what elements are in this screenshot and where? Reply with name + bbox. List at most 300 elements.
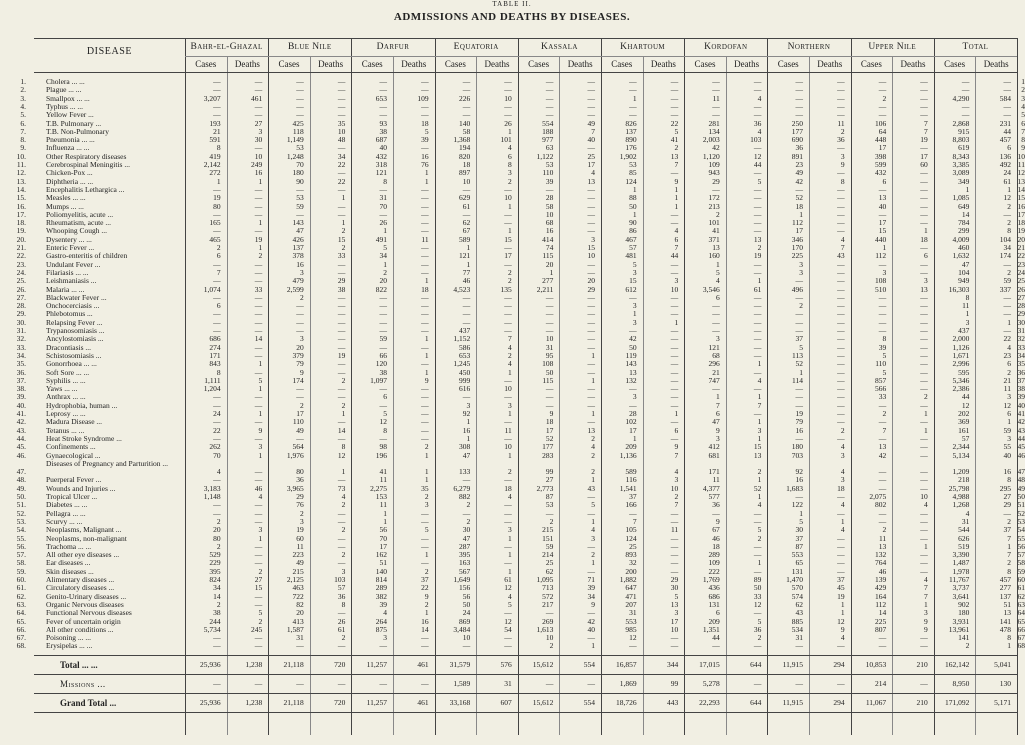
row-number-right: 37 — [1017, 375, 1025, 385]
cases-cell: 820 — [458, 151, 471, 161]
row-number-right: 6 — [1021, 118, 1025, 128]
deaths-cell: — — [753, 143, 762, 153]
cases-cell: — — [462, 292, 471, 302]
cases-total-cell: 15,612 — [532, 659, 554, 669]
cases-cell: 1,120 — [702, 151, 720, 161]
cases-cell: 31 — [961, 516, 970, 526]
cases-cell: 589 — [625, 467, 637, 477]
cases-cell: — — [379, 301, 387, 311]
deaths-cell: — — [504, 85, 512, 95]
table-row — [16, 292, 1025, 302]
cases-cell: 16 — [462, 425, 471, 435]
deaths-cell: — — [670, 301, 679, 311]
deaths-cell: 10 — [670, 624, 679, 634]
cases-cell: 1 — [383, 508, 387, 518]
cases-cell: 44 — [712, 633, 720, 643]
cases-cell: 19 — [795, 409, 803, 418]
cases-total-cell: 22,293 — [699, 697, 720, 707]
cases-cell: — — [213, 110, 221, 120]
cases-cell: 164 — [874, 591, 887, 601]
cases-cell: 591 — [209, 135, 221, 145]
cases-cell: 1 — [466, 417, 471, 427]
cases-cell: 85 — [629, 168, 637, 178]
deaths-cell: — — [837, 93, 845, 103]
cases-cell: 1,368 — [453, 135, 471, 145]
deaths-cell: 29 — [1003, 500, 1011, 510]
deaths-cell: 1 — [674, 201, 679, 211]
cases-cell: 902 — [958, 599, 970, 609]
cases-cell: — — [213, 101, 221, 111]
deaths-subheader: Deaths — [234, 59, 260, 69]
deaths-cell: — — [670, 218, 679, 228]
cases-cell: 262 — [209, 442, 221, 452]
deaths-cell: — — [587, 342, 595, 352]
disease-name: Filariasis ... ... — [46, 267, 89, 277]
deaths-cell: 1 — [924, 425, 928, 435]
cases-cell: 14 — [961, 209, 970, 219]
cases-cell: — — [629, 110, 637, 120]
deaths-cell: 7 — [924, 591, 928, 601]
cases-cell: 8,803 — [952, 135, 970, 145]
cases-cell: 115 — [542, 251, 554, 261]
deaths-cell: — — [254, 633, 263, 643]
cases-cell: 419 — [209, 151, 221, 161]
deaths-cell: 1 — [424, 450, 429, 460]
cases-cell: 25 — [545, 558, 554, 568]
deaths-cell: 11 — [670, 525, 679, 535]
row-number-right: 16 — [1017, 201, 1025, 211]
deaths-cell: 2 — [757, 533, 762, 543]
cases-cell: 31 — [379, 193, 387, 203]
cases-cell: 448 — [874, 135, 887, 145]
deaths-cell: 2 — [591, 550, 595, 560]
deaths-cell: 457 — [999, 135, 1011, 145]
cases-cell: — — [961, 85, 970, 95]
cases-cell: 213 — [708, 201, 720, 211]
total-label: Grand Total ... — [60, 697, 117, 708]
cases-cell: 50 — [629, 201, 637, 211]
deaths-total-cell: — — [587, 678, 595, 688]
cases-cell: 215 — [292, 566, 304, 576]
deaths-cell: 7 — [591, 126, 595, 136]
cases-cell: 1,152 — [453, 334, 471, 344]
deaths-cell: 25 — [587, 151, 595, 161]
deaths-cell: 2 — [591, 450, 595, 460]
cases-cell: — — [795, 433, 803, 443]
table-row — [16, 160, 1025, 169]
cases-cell: 25 — [629, 541, 637, 551]
deaths-cell: — — [837, 375, 845, 385]
deaths-cell: 2 — [341, 400, 346, 410]
deaths-cell: 2 — [840, 126, 845, 136]
deaths-cell: — — [254, 309, 263, 319]
cases-cell: 143 — [625, 359, 637, 369]
row-number-right: 36 — [1017, 367, 1025, 377]
cases-cell: 50 — [545, 367, 554, 377]
cases-cell: 2,386 — [952, 384, 970, 394]
cases-cell: — — [795, 317, 803, 327]
cases-cell: 13 — [878, 541, 887, 551]
cases-cell: 19 — [296, 525, 304, 535]
deaths-cell: — — [587, 633, 595, 643]
cases-cell: 59 — [545, 541, 554, 551]
cases-cell: 2 — [882, 409, 887, 418]
cases-cell: 79 — [795, 417, 803, 427]
cases-cell: 42 — [878, 450, 887, 460]
deaths-cell: — — [421, 243, 429, 252]
cases-cell: 102 — [625, 417, 637, 427]
deaths-cell: — — [670, 533, 679, 543]
row-number-right: 60 — [1017, 575, 1025, 584]
cases-cell: — — [878, 467, 887, 477]
table-row — [16, 359, 1025, 369]
deaths-cell: 36 — [837, 135, 845, 145]
row-number: 51. — [16, 500, 26, 510]
row-number: 44. — [16, 433, 26, 443]
cases-cell: 60 — [296, 533, 304, 543]
deaths-cell: — — [587, 259, 595, 269]
row-number: 34. — [16, 350, 26, 360]
cases-cell: 7 — [716, 400, 720, 410]
cases-cell: 39 — [379, 599, 387, 609]
row-number: 39. — [16, 392, 26, 402]
disease-name: Pellagra ... ... — [46, 508, 86, 518]
deaths-cell: 4 — [674, 467, 679, 477]
deaths-cell: — — [421, 433, 429, 443]
cases-cell: 162 — [375, 550, 387, 560]
row-number-right: 61 — [1017, 583, 1025, 593]
cases-cell: 11 — [962, 301, 970, 311]
cases-cell: — — [878, 483, 887, 493]
deaths-cell: — — [920, 433, 928, 443]
deaths-total-cell: — — [254, 678, 263, 688]
cases-total-cell: 11,915 — [782, 659, 803, 669]
deaths-cell: 1 — [258, 359, 263, 369]
cases-total-cell: 17,015 — [699, 659, 720, 669]
deaths-cell: — — [337, 558, 346, 568]
deaths-cell: — — [920, 516, 928, 526]
cases-cell: 40 — [878, 201, 887, 211]
cases-total-cell: — — [795, 678, 803, 688]
deaths-cell: — — [837, 292, 845, 302]
cases-cell: 7 — [216, 267, 221, 277]
cases-cell: — — [878, 301, 887, 311]
deaths-cell: — — [337, 516, 346, 526]
cases-cell: 10 — [545, 633, 554, 643]
cases-cell: 8,343 — [952, 151, 970, 161]
deaths-cell: 2 — [508, 276, 512, 286]
cases-cell: 132 — [625, 375, 637, 385]
cases-cell: 41 — [379, 467, 387, 477]
cases-cell: — — [712, 101, 720, 111]
cases-cell: 1,111 — [204, 375, 221, 385]
deaths-cell: 13 — [670, 599, 679, 609]
cases-cell: 2 — [466, 516, 471, 526]
cases-cell: — — [296, 433, 304, 443]
deaths-cell: 1 — [1007, 541, 1011, 551]
row-number: 56. — [16, 541, 26, 551]
deaths-cell: — — [920, 101, 928, 111]
cases-cell: 229 — [209, 558, 221, 568]
row-number: 47. — [16, 467, 26, 477]
deaths-cell: 103 — [334, 575, 346, 584]
cases-cell: 686 — [708, 591, 720, 601]
cases-cell: 22 — [213, 425, 221, 435]
deaths-cell: — — [504, 259, 512, 269]
cases-cell: 436 — [708, 583, 720, 593]
deaths-cell: 461 — [250, 93, 263, 103]
disease-name: Erysipelas ... ... — [46, 641, 93, 651]
cases-cell: 76 — [296, 500, 304, 510]
cases-cell: 12 — [961, 400, 970, 410]
deaths-total-cell: — — [753, 678, 762, 688]
cases-cell: — — [712, 326, 720, 335]
cases-cell: 16 — [795, 425, 803, 435]
deaths-cell: — — [421, 641, 429, 651]
cases-cell: 108 — [542, 359, 554, 369]
cases-cell: 28 — [629, 409, 637, 418]
cases-cell: 215 — [542, 525, 554, 535]
cases-cell: — — [629, 292, 637, 302]
deaths-cell: 4 — [258, 492, 263, 501]
cases-cell: 3,183 — [203, 483, 221, 493]
deaths-cell: 1 — [1007, 317, 1011, 327]
cases-cell: 1,683 — [786, 483, 803, 493]
cases-cell: 156 — [458, 583, 471, 593]
row-number-right: 26 — [1017, 284, 1025, 294]
deaths-cell: — — [504, 77, 512, 86]
cases-cell: 6 — [716, 608, 720, 618]
deaths-cell: — — [670, 633, 679, 643]
cases-cell: 269 — [542, 616, 554, 626]
deaths-cell: 3 — [508, 168, 512, 178]
cases-cell: 196 — [375, 450, 387, 460]
cases-cell: 49 — [296, 425, 304, 435]
cases-cell: 1,122 — [536, 151, 554, 161]
row-number: 60. — [16, 575, 26, 584]
cases-cell: — — [545, 309, 554, 319]
deaths-cell: 141 — [999, 616, 1011, 626]
deaths-cell: 22 — [337, 160, 346, 169]
row-number-right: 47 — [1017, 467, 1025, 477]
row-number: 52. — [16, 508, 26, 518]
cases-cell: — — [462, 475, 471, 485]
deaths-cell: — — [337, 93, 346, 103]
cases-cell: — — [462, 184, 471, 194]
deaths-cell: 27 — [1003, 492, 1011, 501]
deaths-cell: 1 — [258, 218, 263, 228]
deaths-cell: — — [337, 77, 346, 86]
cases-cell: 463 — [292, 583, 304, 593]
deaths-cell: 37 — [1003, 525, 1011, 535]
deaths-cell: 22 — [670, 118, 679, 128]
cases-cell: 46 — [878, 566, 887, 576]
row-number-right: 45 — [1017, 442, 1025, 452]
deaths-cell: 1 — [424, 276, 429, 286]
deaths-cell: 4 — [840, 467, 845, 477]
disease-name: Cerebrospinal Meningitis ... — [46, 160, 130, 169]
deaths-cell: — — [753, 201, 762, 211]
deaths-cell: 1 — [591, 350, 595, 360]
cases-cell: 1 — [383, 226, 387, 236]
cases-cell: 99 — [545, 467, 554, 477]
cases-cell: — — [296, 392, 304, 402]
deaths-cell: — — [254, 350, 263, 360]
cases-cell: 1,148 — [203, 492, 221, 501]
row-number: 13. — [16, 176, 26, 186]
deaths-cell: — — [504, 101, 512, 111]
row-number-right: 9 — [1021, 143, 1025, 153]
deaths-cell: 4 — [757, 500, 762, 510]
row-number-right: 14 — [1017, 184, 1025, 194]
cases-cell: 13,961 — [948, 624, 970, 634]
row-number-right: 46 — [1017, 450, 1025, 460]
deaths-cell: — — [421, 110, 429, 120]
deaths-cell: 1 — [757, 492, 762, 501]
cases-total-cell: — — [379, 678, 387, 688]
deaths-cell: — — [1003, 209, 1011, 219]
deaths-cell: — — [587, 492, 595, 501]
deaths-cell: 137 — [999, 591, 1011, 601]
row-number-right: 25 — [1017, 276, 1025, 286]
cases-cell: 491 — [375, 234, 387, 244]
deaths-cell: — — [421, 292, 429, 302]
cases-cell: 101 — [708, 218, 720, 228]
cases-cell: 176 — [625, 143, 637, 153]
cases-cell: 450 — [458, 367, 471, 377]
cases-cell: 395 — [209, 566, 221, 576]
deaths-cell: — — [254, 143, 263, 153]
deaths-cell: 15 — [337, 234, 346, 244]
deaths-cell: 1 — [258, 384, 263, 394]
deaths-cell: 1 — [1007, 184, 1011, 194]
deaths-cell: — — [421, 77, 429, 86]
cases-cell: 3,965 — [286, 483, 304, 493]
disease-name: Soft Sore ... ... — [46, 367, 90, 377]
cases-cell: — — [795, 326, 803, 335]
deaths-cell: — — [753, 350, 762, 360]
cases-cell: 59 — [379, 334, 387, 344]
row-number-right: 17 — [1017, 209, 1025, 219]
deaths-cell: 1 — [840, 516, 845, 526]
deaths-cell: — — [587, 359, 595, 369]
cases-cell: 1,649 — [453, 575, 471, 584]
table-row — [16, 492, 1025, 501]
deaths-cell: — — [254, 508, 263, 518]
deaths-cell: — — [670, 375, 679, 385]
cases-cell: — — [878, 209, 887, 219]
deaths-cell: 29 — [587, 284, 595, 294]
deaths-cell: — — [1003, 326, 1011, 335]
cases-cell: 1,149 — [286, 135, 304, 145]
cases-cell: 1,136 — [619, 450, 637, 460]
cases-cell: 5 — [383, 243, 387, 252]
deaths-cell: 12 — [337, 450, 346, 460]
row-number-right: 39 — [1017, 392, 1025, 402]
cases-cell: 690 — [791, 135, 803, 145]
cases-cell: 277 — [542, 276, 554, 286]
cases-cell: 13 — [878, 442, 887, 452]
cases-cell: — — [213, 400, 221, 410]
deaths-cell: — — [670, 334, 679, 344]
deaths-cell: — — [254, 317, 263, 327]
deaths-cell: 3 — [258, 442, 263, 452]
deaths-cell: — — [587, 326, 595, 335]
deaths-total-cell: 31 — [504, 678, 512, 688]
table-row — [16, 533, 1025, 543]
cases-cell: 3 — [716, 334, 720, 344]
deaths-cell: — — [254, 392, 263, 402]
cases-cell: 554 — [542, 118, 554, 128]
deaths-cell: — — [753, 309, 762, 319]
deaths-cell: — — [254, 541, 263, 551]
statistics-table — [16, 38, 1025, 735]
disease-name: Encephalitis Lethargica ... — [46, 184, 125, 194]
deaths-cell: 104 — [999, 234, 1011, 244]
cases-cell: 53 — [296, 193, 304, 203]
row-number: 33. — [16, 342, 26, 352]
deaths-total-cell: 443 — [666, 697, 679, 707]
cases-cell: 68 — [712, 350, 720, 360]
cases-total-cell: 162,142 — [945, 659, 970, 669]
cases-cell: 890 — [625, 135, 637, 145]
cases-cell: 1,978 — [952, 566, 970, 576]
cases-cell: — — [878, 433, 887, 443]
deaths-cell: — — [670, 77, 679, 86]
row-number: 30. — [16, 317, 26, 327]
cases-cell: 264 — [375, 616, 387, 626]
cases-cell: 124 — [625, 533, 637, 543]
disease-name: Whooping Cough ... — [46, 226, 108, 236]
cases-cell: 218 — [958, 475, 970, 485]
deaths-cell: 16 — [1003, 467, 1011, 477]
disease-name: Circulatory diseases ... — [46, 583, 115, 593]
deaths-cell: — — [504, 508, 512, 518]
deaths-cell: — — [421, 392, 429, 402]
deaths-cell: 1 — [258, 176, 263, 186]
cases-cell: 2 — [466, 500, 471, 510]
cases-cell: 165 — [209, 218, 221, 228]
deaths-cell: 3 — [924, 276, 928, 286]
cases-cell: 80 — [213, 201, 221, 211]
row-number-right: 41 — [1017, 409, 1025, 418]
cases-cell: 13 — [712, 243, 720, 252]
disease-name: Wounds and Injuries ... — [46, 483, 116, 493]
cases-cell: — — [545, 392, 554, 402]
deaths-cell: — — [670, 641, 679, 651]
deaths-cell: 1 — [840, 599, 845, 609]
cases-cell: 133 — [458, 467, 471, 477]
cases-cell: 1 — [383, 259, 387, 269]
deaths-cell: 8 — [1007, 475, 1011, 485]
cases-cell: 2 — [716, 209, 720, 219]
cases-cell: — — [878, 292, 887, 302]
deaths-cell: 1 — [508, 367, 512, 377]
cases-cell: 5 — [882, 350, 887, 360]
cases-cell: 57 — [961, 433, 970, 443]
deaths-cell: — — [254, 226, 263, 236]
cases-cell: 16 — [296, 259, 304, 269]
cases-total-cell: — — [213, 678, 221, 688]
deaths-cell: 4 — [840, 525, 845, 535]
cases-cell: 1 — [882, 243, 887, 252]
deaths-cell: 12 — [837, 616, 845, 626]
deaths-cell: — — [753, 550, 762, 560]
deaths-cell: — — [670, 309, 679, 319]
cases-cell: 1,487 — [952, 558, 970, 568]
province-header: Upper Nile — [868, 42, 917, 52]
cases-cell: — — [795, 93, 803, 103]
